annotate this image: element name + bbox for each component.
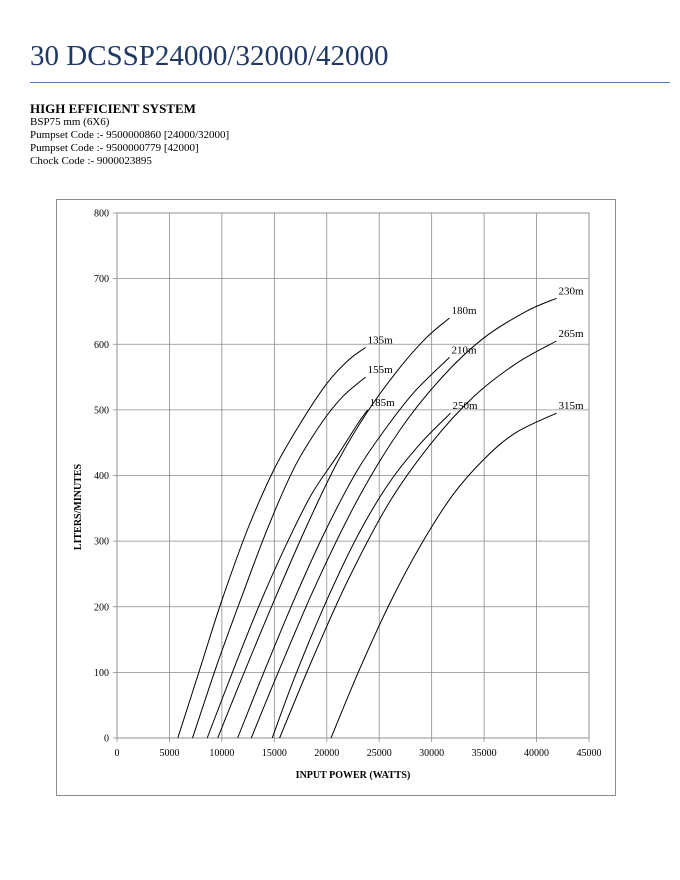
- series-line-250m: [272, 413, 450, 738]
- series-label-315m: 315m: [558, 400, 584, 413]
- y-tick-label: 0: [104, 733, 109, 745]
- system-info: [30, 101, 229, 168]
- y-tick-label: 700: [94, 274, 109, 286]
- x-tick-label: 35000: [471, 748, 497, 759]
- series-label-155m: 155m: [367, 364, 393, 377]
- pumpset-code-line-1: Pumpset Code :- 9500000860 [24000/32000]: [30, 129, 230, 141]
- series-label-135m: 135m: [367, 334, 393, 347]
- series-label-180m: 180m: [451, 305, 477, 317]
- x-tick-label: 20000: [314, 748, 340, 759]
- x-tick-label: 15000: [261, 748, 287, 759]
- y-tick-label: 200: [94, 602, 109, 614]
- x-tick-label: 30000: [419, 748, 445, 759]
- y-tick-label: 300: [94, 536, 109, 548]
- page-title: 30 DCSSP24000/32000/42000: [30, 40, 389, 72]
- performance-chart: [57, 200, 615, 795]
- y-tick-label: 500: [94, 405, 109, 417]
- x-tick-label: 40000: [524, 748, 550, 759]
- series-label-250m: 250m: [452, 400, 478, 413]
- system-heading: HIGH EFFICIENT SYSTEM: [30, 101, 196, 116]
- series-line-315m: [331, 413, 557, 738]
- series-line-155m: [193, 377, 366, 738]
- y-tick-label: 100: [94, 667, 109, 679]
- series-line-210m: [238, 357, 450, 738]
- x-axis-label: INPUT POWER (WATTS): [295, 770, 411, 781]
- series-label-185m: 185m: [369, 396, 395, 409]
- y-tick-label: 600: [94, 339, 109, 351]
- series-line-135m: [178, 348, 366, 739]
- x-tick-label: 5000: [159, 748, 180, 759]
- chart-frame: [56, 199, 616, 796]
- series-label-265m: 265m: [558, 327, 584, 340]
- y-axis-label: LITERS/MINUTES: [73, 463, 84, 551]
- bsp-size-line: BSP75 mm (6X6): [30, 116, 110, 128]
- series-label-230m: 230m: [558, 285, 584, 298]
- x-tick-label: 0: [114, 748, 120, 759]
- y-tick-label: 800: [94, 208, 109, 220]
- title-divider: [30, 82, 670, 83]
- chock-code-line: Chock Code :- 9000023895: [30, 155, 152, 167]
- x-tick-label: 25000: [366, 748, 392, 759]
- series-label-210m: 210m: [451, 344, 477, 357]
- pumpset-code-line-2: Pumpset Code :- 9500000779 [42000]: [30, 142, 199, 154]
- series-line-180m: [218, 318, 450, 738]
- x-tick-label: 10000: [209, 748, 235, 759]
- y-tick-label: 400: [94, 471, 109, 482]
- x-tick-label: 45000: [576, 748, 602, 759]
